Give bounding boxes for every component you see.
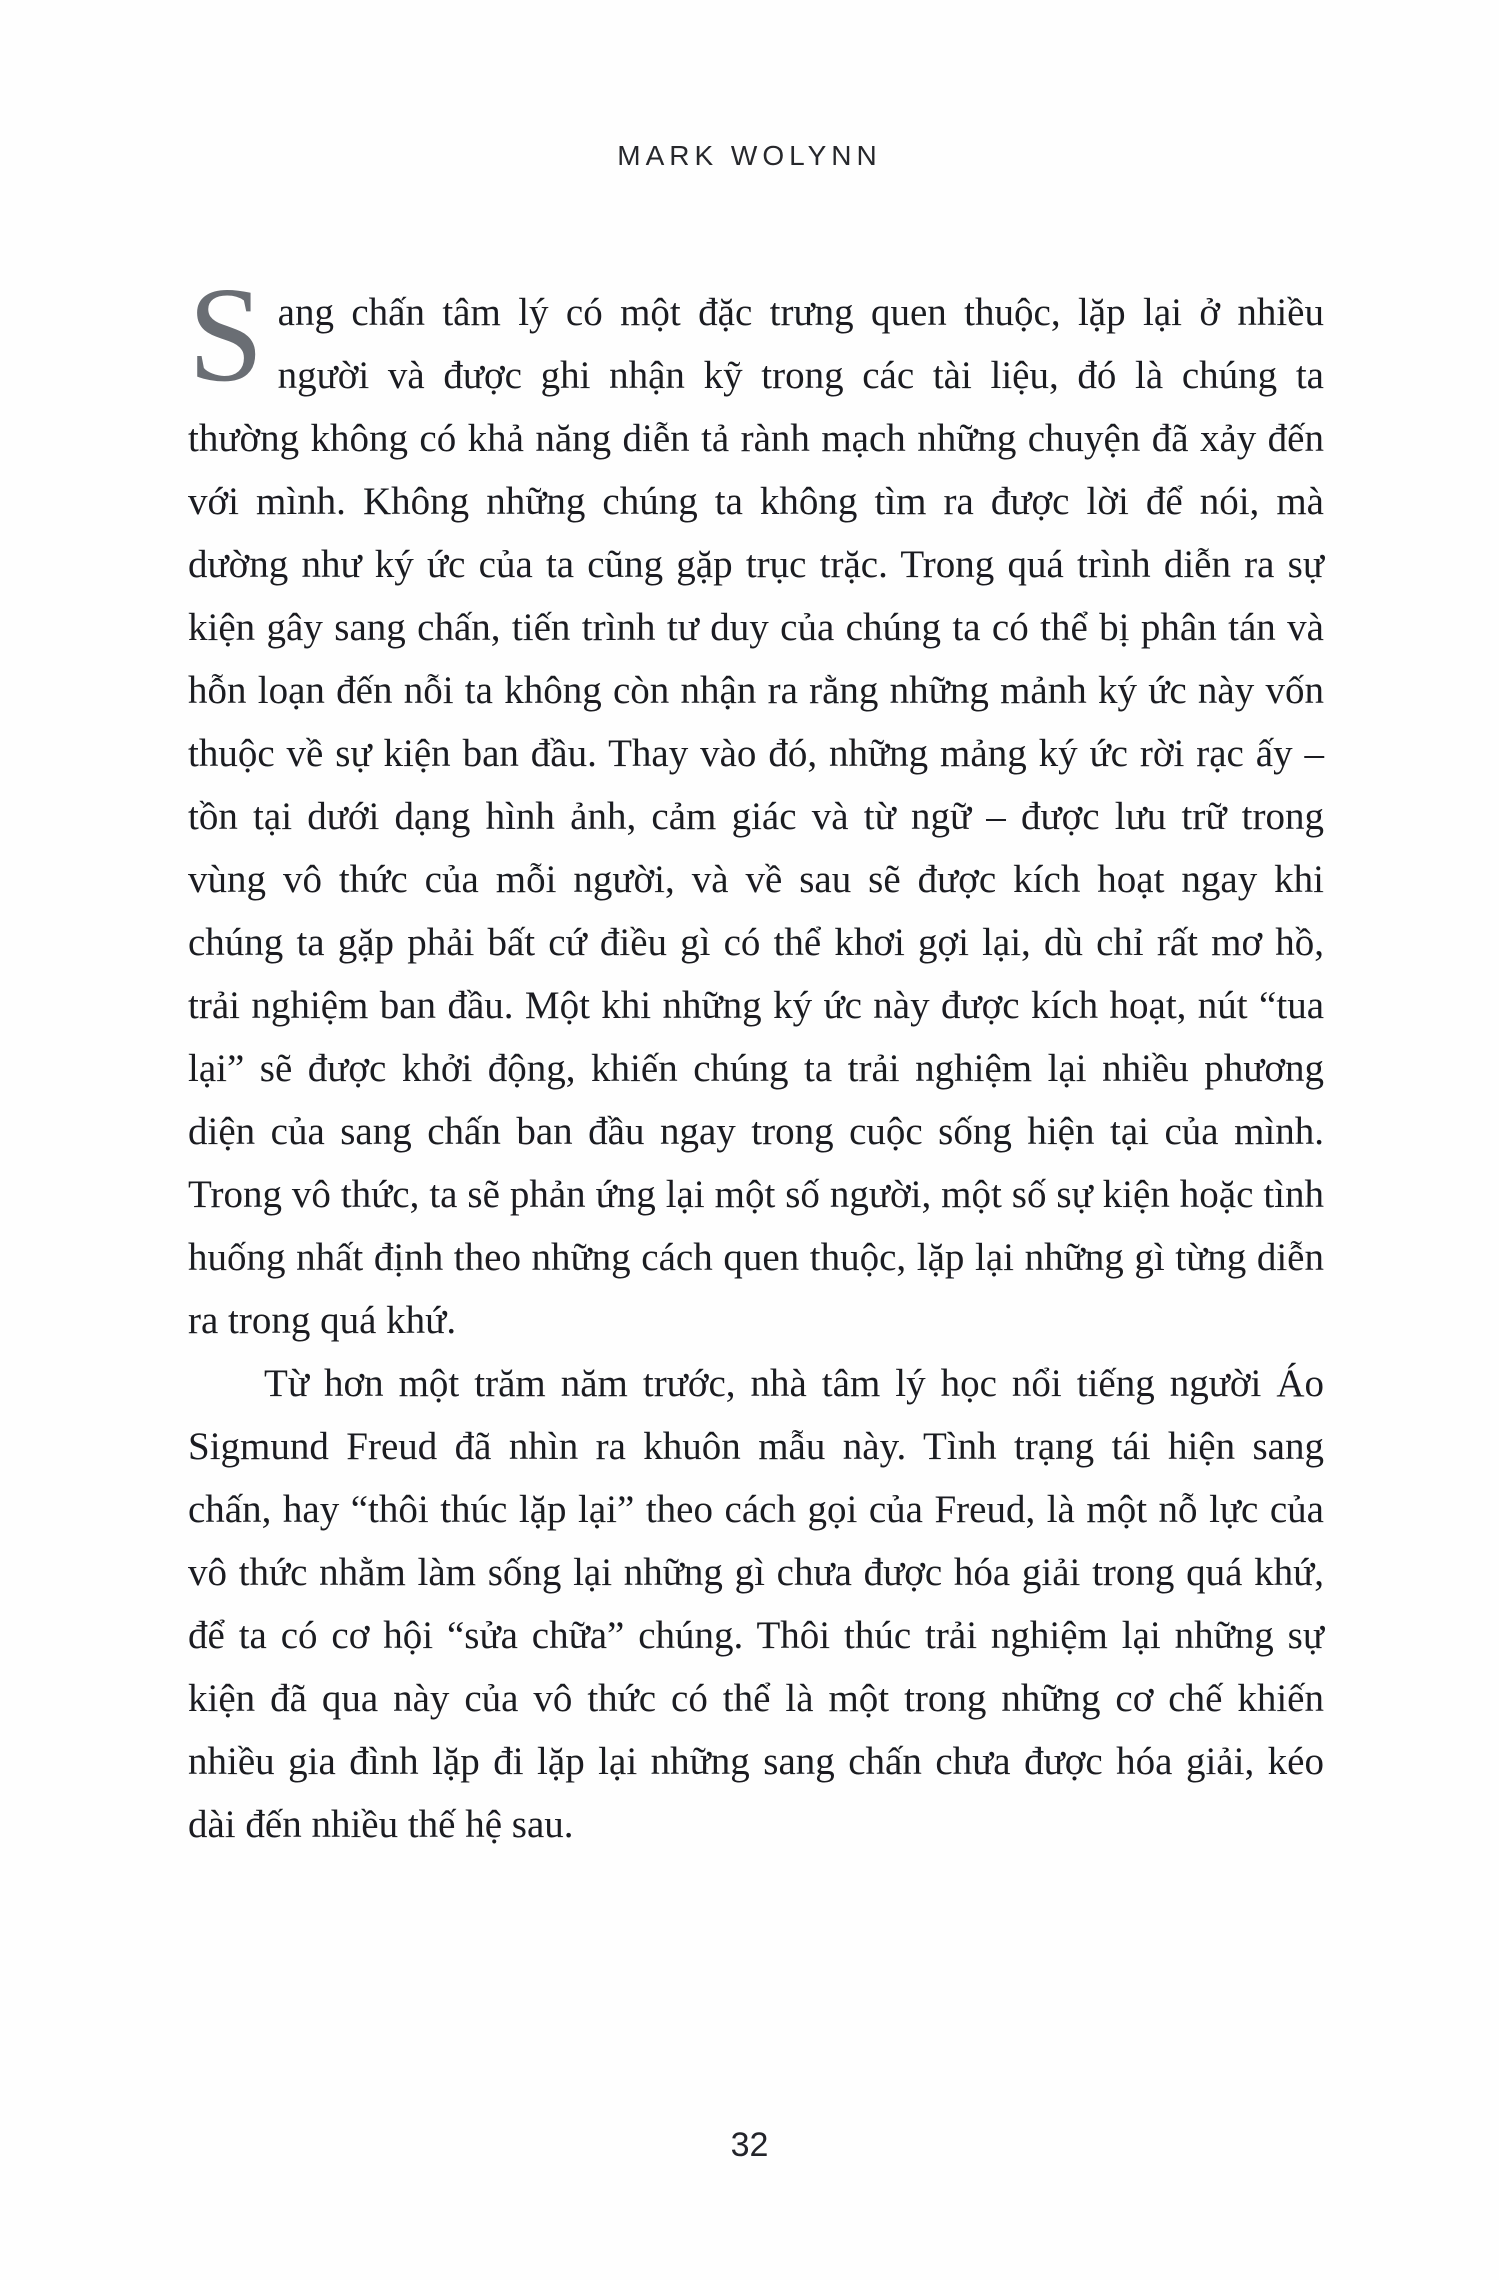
page-number: 32 <box>730 2126 769 2164</box>
paragraph-1-text: ang chấn tâm lý có một đặc trưng quen thuộc, lặp lại ở nhiều người và được ghi nhận kỹ trong các tài liệu, đó là chúng ta thường không có khả năng diễn tả rành mạch những chuyện đã xảy đến với mình. Không những chúng ta không tìm ra được lời để nói, mà dường như ký ức của ta cũng gặp trục trặc. Trong quá trình diễn ra sự kiện gây sang chấn, tiến trình tư duy của chúng ta có thể bị phân tán và hỗn loạn đến nỗi ta không còn nhận ra rằng những mảnh ký ức này vốn thuộc về sự kiện ban đầu. Thay vào đó, những mảng ký ức rời rạc ấy – tồn tại dưới dạng hình ảnh, cảm giác và từ ngữ – được lưu trữ trong vùng vô thức của mỗi người, và về sau sẽ được kích hoạt ngay khi chúng ta gặp phải bất cứ điều gì có thể khơi gợi lại, dù chỉ rất mơ hồ, trải nghiệm ban đầu. Một khi những ký ức này được kích hoạt, nút “tua lại” sẽ được khởi động, khiến chúng ta trải nghiệm lại nhiều phương diện của sang chấn ban đầu ngay trong cuộc sống hiện tại của mình. Trong vô thức, ta sẽ phản ứng lại một số người, một số sự kiện hoặc tình huống nhất định theo những cách quen thuộc, lặp lại những gì từng diễn ra trong quá khứ. <box>188 291 1324 1342</box>
drop-cap: S <box>188 260 264 410</box>
page-body-text <box>188 260 1324 1856</box>
paragraph-2: Từ hơn một trăm năm trước, nhà tâm lý học nổi tiếng người Áo Sigmund Freud đã nhìn ra khuôn mẫu này. Tình trạng tái hiện sang chấn, hay “thôi thúc lặp lại” theo cách gọi của Freud, là một nỗ lực của vô thức nhằm làm sống lại những gì chưa được hóa giải trong quá khứ, để ta có cơ hội “sửa chữa” chúng. Thôi thúc trải nghiệm lại những sự kiện đã qua này của vô thức có thể là một trong những cơ chế khiến nhiều gia đình lặp đi lặp lại những sang chấn chưa được hóa giải, kéo dài đến nhiều thế hệ sau. <box>188 1362 1324 1846</box>
paragraph-1 <box>188 260 1324 1352</box>
running-header: MARK WOLYNN <box>617 140 882 171</box>
